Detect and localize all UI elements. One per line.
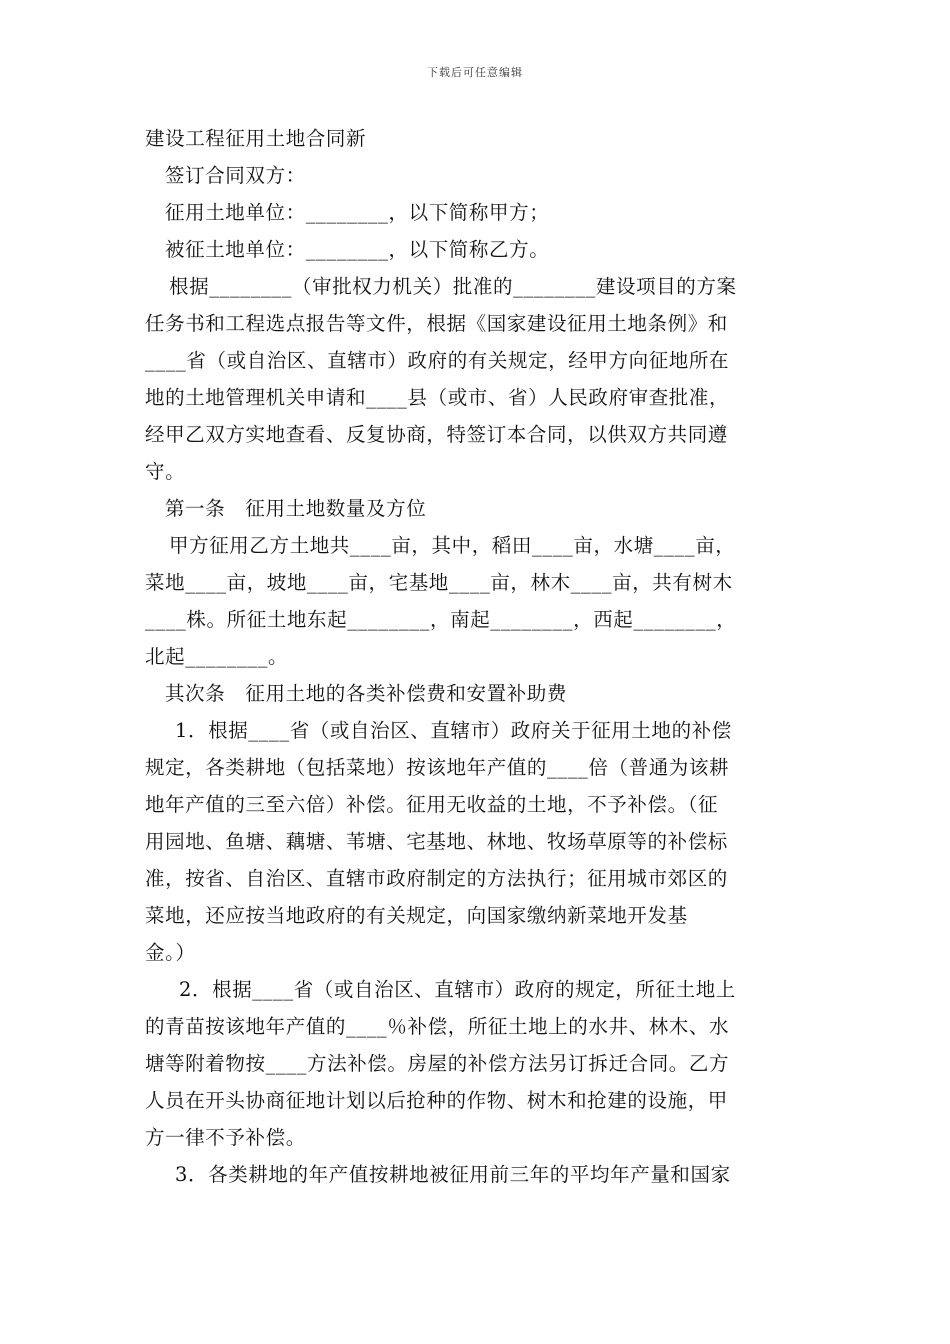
paragraph-line: 准，按省、自治区、直辖市政府制定的方法执行；征用城市郊区的 bbox=[145, 867, 728, 890]
paragraph-line: 任务书和工程选点报告等文件，根据《国家建设征用土地条例》和 bbox=[145, 312, 728, 335]
paragraph-line: 菜地____亩，坡地____亩，宅基地____亩，林木____亩，共有树木 bbox=[145, 571, 733, 594]
article-2-heading: 其次条 征用土地的各类补偿费和安置补助费 bbox=[165, 682, 568, 705]
paragraph-line: 守。 bbox=[145, 460, 186, 483]
paragraph-line: ____省（或自治区、直辖市）政府的有关规定，经甲方向征地所在 bbox=[145, 349, 730, 372]
contract-body bbox=[145, 120, 809, 1193]
paragraph-line: 用园地、鱼塘、藕塘、苇塘、宅基地、林地、牧场草原等的补偿标 bbox=[145, 830, 728, 853]
clause-3-line: 3．各类耕地的年产值按耕地被征用前三年的平均年产量和国家 bbox=[175, 1163, 731, 1186]
paragraph-line: 塘等附着物按____方法补偿。房屋的补偿方法另订拆迁合同。乙方 bbox=[145, 1052, 730, 1075]
paragraph-line: 北起________。 bbox=[145, 645, 289, 668]
clause-1-line: 1．根据____省（或自治区、直辖市）政府关于征用土地的补偿 bbox=[175, 719, 732, 742]
paragraph-line: 人员在开头协商征地计划以后抢种的作物、树木和抢建的设施，甲 bbox=[145, 1089, 728, 1112]
paragraph-line: 方一律不予补偿。 bbox=[145, 1126, 306, 1149]
paragraph-line: 地年产值的三至六倍）补偿。征用无收益的土地，不予补偿。（征 bbox=[145, 793, 719, 816]
paragraph-line: ____株。所征土地东起________，南起________，西起________， bbox=[145, 608, 737, 631]
article-1-heading: 第一条 征用土地数量及方位 bbox=[165, 497, 427, 520]
header-note: 下载后可任意编辑 bbox=[427, 66, 523, 79]
paragraph-line: 地的土地管理机关申请和____县（或市、省）人民政府审查批准， bbox=[145, 386, 730, 409]
party-a-line: 征用土地单位：________，以下简称甲方； bbox=[165, 201, 550, 224]
paragraph-line: 规定，各类耕地（包括菜地）按该地年产值的____倍（普通为该耕 bbox=[145, 756, 730, 779]
paragraph-line: 经甲乙双方实地查看、反复协商，特签订本合同，以供双方共同遵 bbox=[145, 423, 728, 446]
paragraph-line: 甲方征用乙方土地共____亩，其中，稻田____亩，水塘____亩， bbox=[169, 534, 736, 557]
document-title: 建设工程征用土地合同新 bbox=[145, 127, 367, 150]
paragraph-line: 根据________（审批权力机关）批准的________建设项目的方案 bbox=[169, 275, 737, 298]
parties-heading: 签订合同双方： bbox=[165, 164, 306, 187]
party-b-line: 被征土地单位：________，以下简称乙方。 bbox=[165, 238, 550, 261]
paragraph-line: 菜地，还应按当地政府的有关规定，向国家缴纳新菜地开发基 bbox=[145, 904, 688, 927]
paragraph-line: 金。） bbox=[145, 941, 196, 964]
clause-2-line: 2．根据____省（或自治区、直辖市）政府的规定，所征土地上 bbox=[179, 978, 736, 1001]
paragraph-line: 的青苗按该地年产值的____％补偿，所征土地上的水井、林木、水 bbox=[145, 1015, 730, 1038]
